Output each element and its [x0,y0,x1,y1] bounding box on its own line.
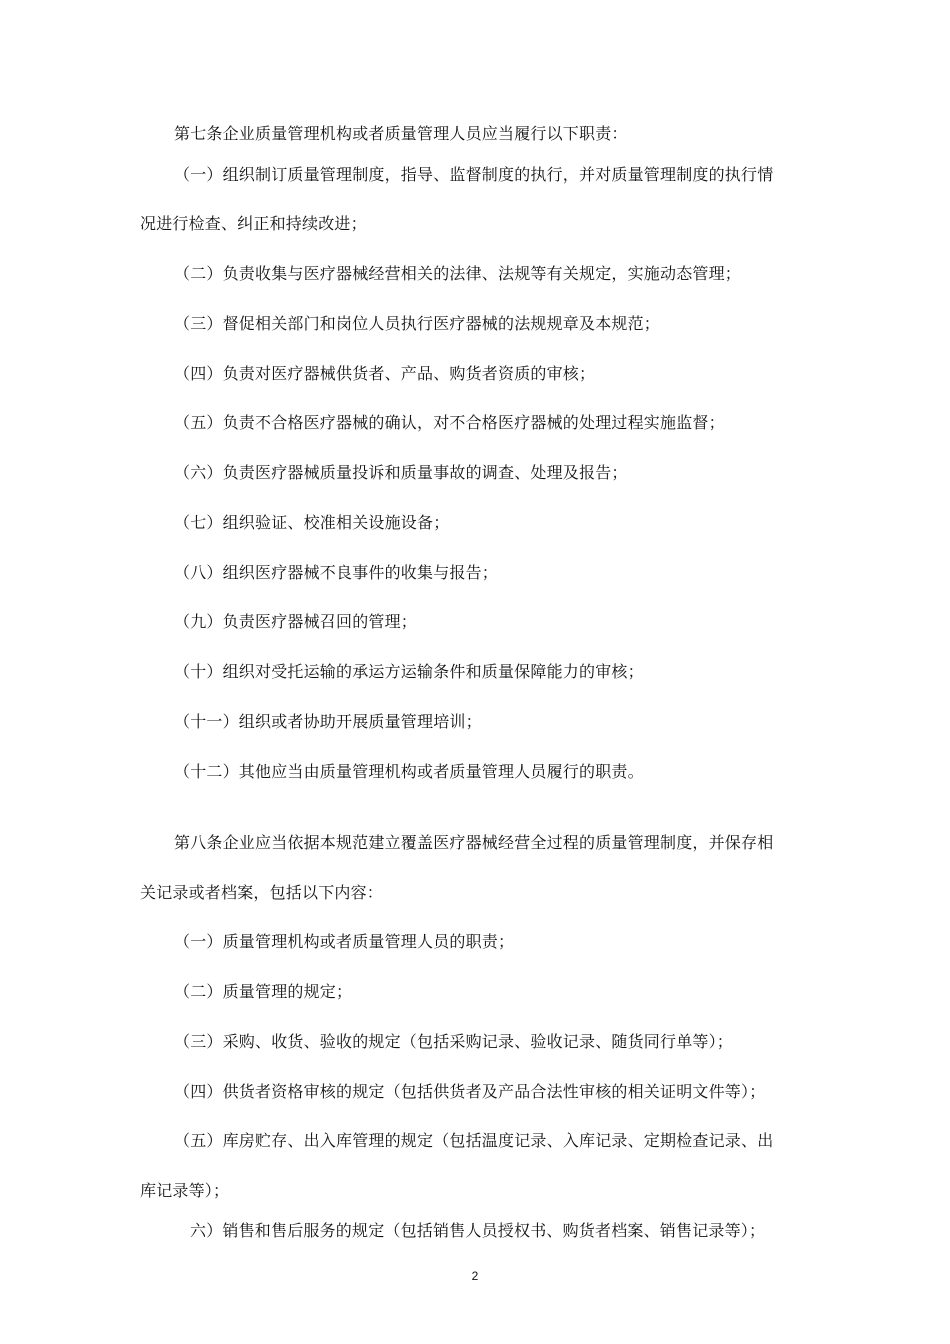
article-8-heading-line-2: 关记录或者档案，包括以下内容： [140,883,384,902]
article-7-item-4: （四）负责对医疗器械供货者、产品、购货者资质的审核； [174,364,596,383]
article-7-item-3: （三）督促相关部门和岗位人员执行医疗器械的法规规章及本规范； [174,314,661,333]
article-7-item-6: （六）负责医疗器械质量投诉和质量事故的调查、处理及报告； [174,463,628,482]
article-8-heading-line-1: 第八条企业应当依据本规范建立覆盖医疗器械经营全过程的质量管理制度，并保存相 [174,833,774,852]
article-7-item-7: （七）组织验证、校准相关设施设备； [174,513,450,532]
article-8-item-5-line-2: 库记录等）； [140,1181,230,1200]
article-7-item-9: （九）负责医疗器械召回的管理； [174,612,418,631]
article-7-item-10: （十）组织对受托运输的承运方运输条件和质量保障能力的审核； [174,662,644,681]
article-7-item-1-line-1: （一）组织制订质量管理制度，指导、监督制度的执行，并对质量管理制度的执行情 [174,165,774,184]
article-8-item-2: （二）质量管理的规定； [174,982,353,1001]
article-8-item-5-line-1: （五）库房贮存、出入库管理的规定（包括温度记录、入库记录、定期检查记录、出 [174,1131,774,1150]
article-8-item-3: （三）采购、收货、验收的规定（包括采购记录、验收记录、随货同行单等）； [174,1032,734,1051]
article-8-item-6: 六）销售和售后服务的规定（包括销售人员授权书、购货者档案、销售记录等）； [190,1221,766,1240]
article-7-item-2: （二）负责收集与医疗器械经营相关的法律、法规等有关规定，实施动态管理； [174,264,742,283]
page-number: 2 [471,1269,479,1283]
article-7-heading: 第七条企业质量管理机构或者质量管理人员应当履行以下职责： [174,124,628,143]
article-7-item-12: （十二）其他应当由质量管理机构或者质量管理人员履行的职责。 [174,762,644,781]
article-7-item-11: （十一）组织或者协助开展质量管理培训； [174,712,482,731]
article-8-item-1: （一）质量管理机构或者质量管理人员的职责； [174,932,515,951]
article-8-item-4: （四）供货者资格审核的规定（包括供货者及产品合法性审核的相关证明文件等）； [174,1082,766,1101]
article-7-item-8: （八）组织医疗器械不良事件的收集与报告； [174,563,499,582]
article-7-item-1-line-2: 况进行检查、纠正和持续改进； [140,214,367,233]
article-7-item-5: （五）负责不合格医疗器械的确认，对不合格医疗器械的处理过程实施监督； [174,413,725,432]
